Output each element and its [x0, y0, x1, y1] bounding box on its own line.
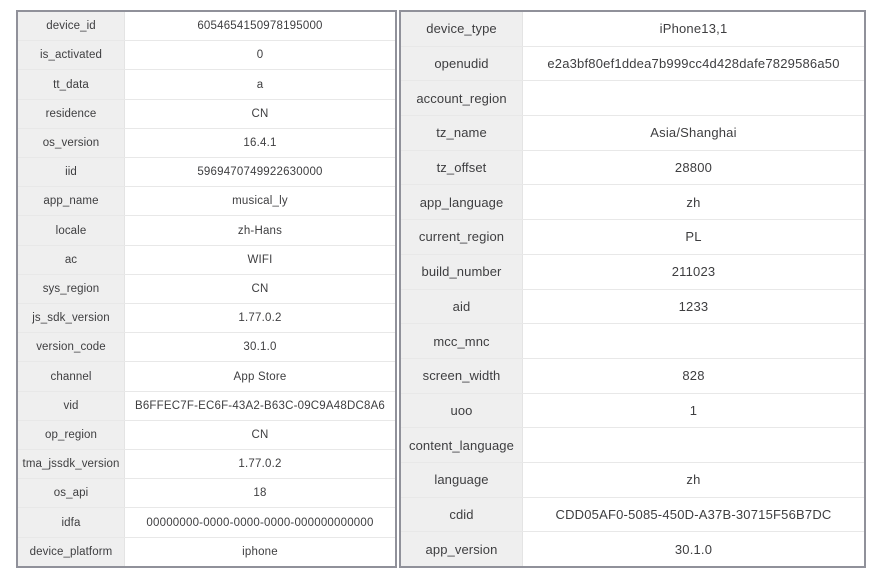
param-value: 1.77.0.2: [125, 304, 395, 332]
table-row: [18, 508, 395, 537]
param-key: locale: [18, 216, 125, 244]
param-value: CDD05AF0-5085-450D-A37B-30715F56B7DC: [523, 498, 864, 532]
param-value: WIFI: [125, 246, 395, 274]
param-key: channel: [18, 362, 125, 390]
param-value: B6FFEC7F-EC6F-43A2-B63C-09C9A48DC8A6: [125, 392, 395, 420]
param-value: zh: [523, 185, 864, 219]
table-row: [401, 359, 864, 394]
param-value: 30.1.0: [125, 333, 395, 361]
param-value: zh: [523, 463, 864, 497]
param-key: app_name: [18, 187, 125, 215]
param-key: current_region: [401, 220, 523, 254]
param-value: App Store: [125, 362, 395, 390]
param-value: a: [125, 70, 395, 98]
param-key: mcc_mnc: [401, 324, 523, 358]
param-key: language: [401, 463, 523, 497]
param-value: 0: [125, 41, 395, 69]
param-value: 18: [125, 479, 395, 507]
param-key: device_id: [18, 12, 125, 40]
param-key: version_code: [18, 333, 125, 361]
param-key: residence: [18, 100, 125, 128]
table-row: [401, 324, 864, 359]
param-key: op_region: [18, 421, 125, 449]
param-value: 6054654150978195000: [125, 12, 395, 40]
param-value: CN: [125, 275, 395, 303]
table-row: [18, 129, 395, 158]
table-row: [401, 81, 864, 116]
param-key: aid: [401, 290, 523, 324]
param-key: idfa: [18, 508, 125, 536]
param-key: content_language: [401, 428, 523, 462]
table-row: [401, 394, 864, 429]
param-key: account_region: [401, 81, 523, 115]
param-value: 30.1.0: [523, 532, 864, 566]
table-row: [401, 290, 864, 325]
param-value: [523, 428, 864, 462]
param-key: app_language: [401, 185, 523, 219]
table-row: [401, 428, 864, 463]
param-value: [523, 81, 864, 115]
param-value: 28800: [523, 151, 864, 185]
table-row: [401, 220, 864, 255]
param-key: device_type: [401, 12, 523, 46]
param-value: 828: [523, 359, 864, 393]
table-row: [401, 255, 864, 290]
table-row: [18, 70, 395, 99]
device-params-table-left: [16, 10, 397, 568]
table-row: [18, 275, 395, 304]
table-row: [18, 100, 395, 129]
param-value: zh-Hans: [125, 216, 395, 244]
param-value: PL: [523, 220, 864, 254]
param-value: 1.77.0.2: [125, 450, 395, 478]
param-value: [523, 324, 864, 358]
param-key: ac: [18, 246, 125, 274]
param-key: tt_data: [18, 70, 125, 98]
table-row: [18, 216, 395, 245]
table-row: [401, 532, 864, 566]
param-key: is_activated: [18, 41, 125, 69]
table-row: [18, 41, 395, 70]
param-key: tz_offset: [401, 151, 523, 185]
table-row: [401, 498, 864, 533]
param-key: openudid: [401, 47, 523, 81]
param-key: os_version: [18, 129, 125, 157]
param-value: 1: [523, 394, 864, 428]
param-key: sys_region: [18, 275, 125, 303]
table-row: [18, 538, 395, 566]
table-row: [401, 185, 864, 220]
param-key: uoo: [401, 394, 523, 428]
table-row: [18, 421, 395, 450]
param-value: 00000000-0000-0000-0000-000000000000: [125, 508, 395, 536]
device-params-table-right: [399, 10, 866, 568]
param-key: iid: [18, 158, 125, 186]
param-value: CN: [125, 100, 395, 128]
param-key: cdid: [401, 498, 523, 532]
table-row: [18, 392, 395, 421]
param-value: CN: [125, 421, 395, 449]
param-key: js_sdk_version: [18, 304, 125, 332]
param-value: 1233: [523, 290, 864, 324]
param-key: tz_name: [401, 116, 523, 150]
table-row: [18, 246, 395, 275]
table-row: [18, 12, 395, 41]
param-value: 211023: [523, 255, 864, 289]
table-row: [401, 12, 864, 47]
param-key: app_version: [401, 532, 523, 566]
param-key: build_number: [401, 255, 523, 289]
param-key: vid: [18, 392, 125, 420]
param-value: iPhone13,1: [523, 12, 864, 46]
table-row: [18, 479, 395, 508]
table-row: [401, 463, 864, 498]
table-row: [18, 362, 395, 391]
param-value: 5969470749922630000: [125, 158, 395, 186]
table-row: [18, 450, 395, 479]
param-key: os_api: [18, 479, 125, 507]
param-value: e2a3bf80ef1ddea7b999cc4d428dafe7829586a50: [523, 47, 864, 81]
param-value: 16.4.1: [125, 129, 395, 157]
table-row: [401, 151, 864, 186]
table-row: [401, 47, 864, 82]
param-value: iphone: [125, 538, 395, 566]
table-row: [401, 116, 864, 151]
table-row: [18, 187, 395, 216]
param-key: tma_jssdk_version: [18, 450, 125, 478]
table-row: [18, 333, 395, 362]
table-row: [18, 158, 395, 187]
param-value: Asia/Shanghai: [523, 116, 864, 150]
param-key: screen_width: [401, 359, 523, 393]
param-value: musical_ly: [125, 187, 395, 215]
table-row: [18, 304, 395, 333]
param-key: device_platform: [18, 538, 125, 566]
